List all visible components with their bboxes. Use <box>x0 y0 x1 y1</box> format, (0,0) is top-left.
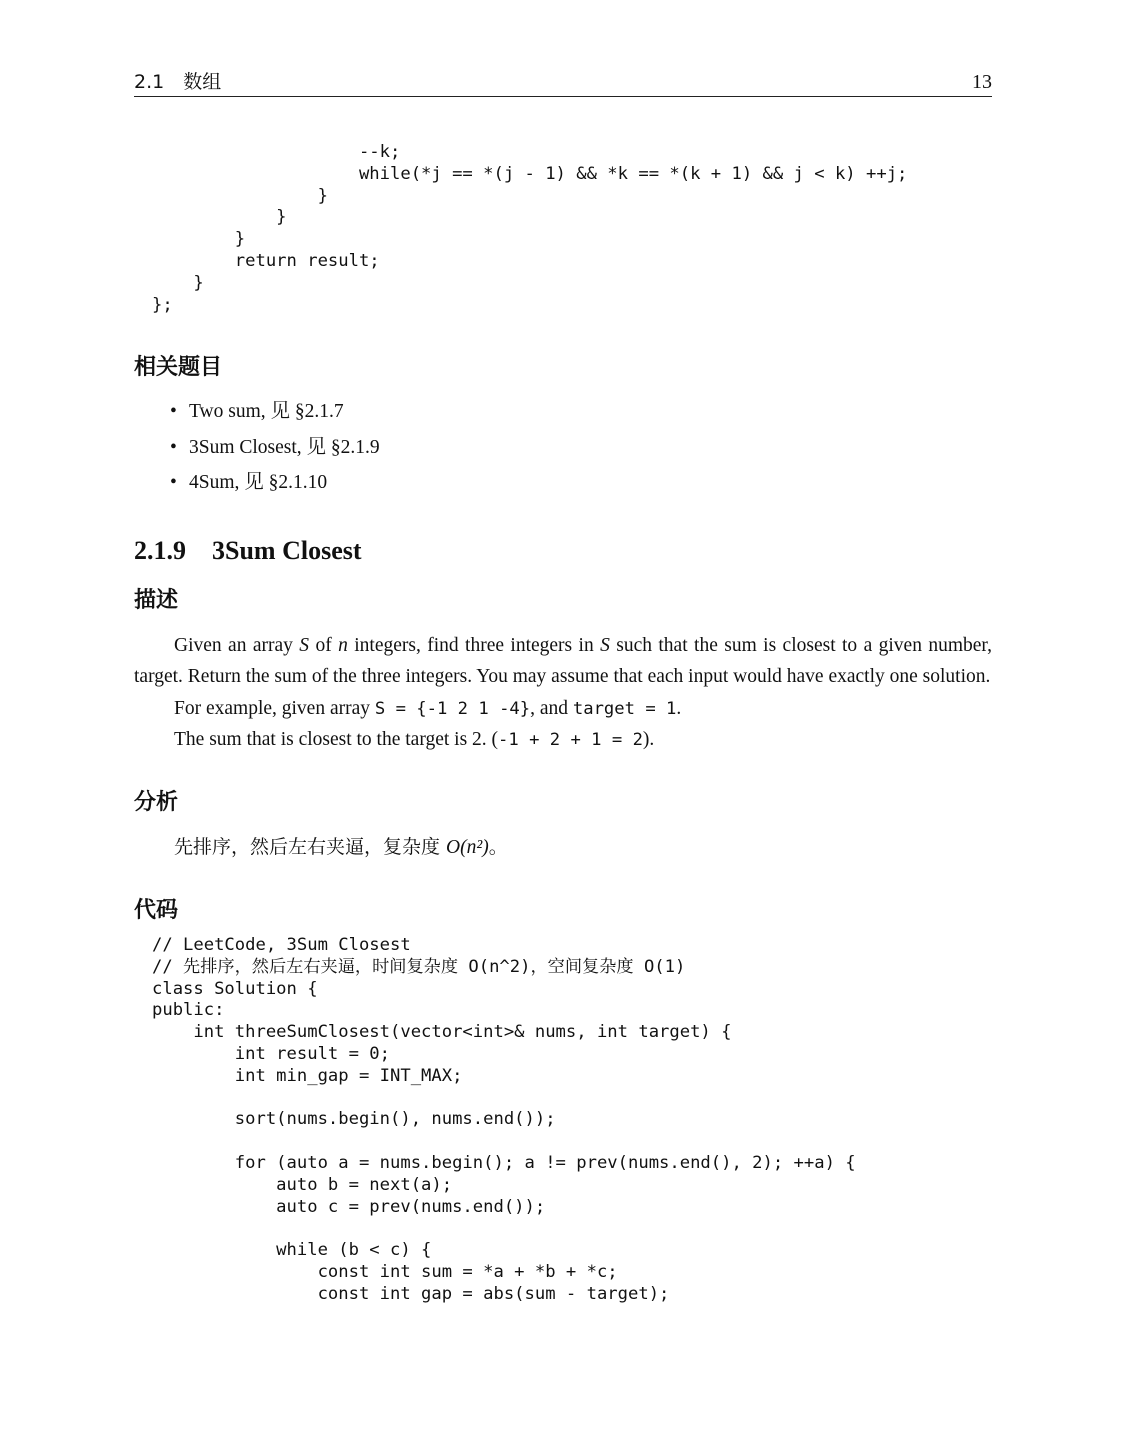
related-item: • 4Sum, 见 §2.1.10 <box>134 471 380 507</box>
related-problems-heading: 相关题目 <box>134 355 223 380</box>
related-problems-list <box>134 400 380 507</box>
related-item: • 3Sum Closest, 见 §2.1.9 <box>134 436 380 472</box>
section-name: 3Sum Closest <box>212 536 362 565</box>
result-paragraph: The sum that is closest to the target is 2. (-1 + 2 + 1 = 2). <box>174 729 655 750</box>
description-heading: 描述 <box>134 588 179 613</box>
description-paragraph: Given an array S of n integers, find three integers in S such that the sum is closest to a given number, target. Return the sum of the three integers. You may assume that each input would have exactly one solution. <box>134 635 993 687</box>
section-number: 2.1.9 <box>134 536 186 565</box>
code-listing-continued: --k; while(*j == *(j - 1) && *k == *(k + 1) && j < k) ++j; } } } return result; } }; <box>152 142 908 315</box>
section-title <box>134 536 362 566</box>
header-page-number: 13 <box>972 71 992 93</box>
analysis-heading: 分析 <box>134 790 179 815</box>
code-listing: // LeetCode, 3Sum Closest // 先排序，然后左右夹逼，时间复杂度 O(n^2)，空间复杂度 O(1) class Solution { public: int threeSumClosest(vector<int>& nums, int target) { int result = 0; int min_gap = INT_MAX; sort(nums.begin(), nums.end()); for (auto a = nums.begin(); a != prev(nums.end(), 2); ++a) { auto b = next(a); auto c = prev(nums.end()); while (b < c) { const int sum = *a + *b + *c; const int gap = abs(sum - target); <box>152 935 856 1304</box>
related-item: • Two sum, 见 §2.1.7 <box>134 400 380 436</box>
running-header <box>134 70 992 97</box>
code-heading: 代码 <box>134 898 179 923</box>
header-section-label: 2.1 数组 <box>134 71 222 93</box>
analysis-paragraph: 先排序，然后左右夹逼，复杂度 O(n²)。 <box>174 836 508 858</box>
example-paragraph: For example, given array S = {-1 2 1 -4}, and target = 1. <box>174 698 682 719</box>
